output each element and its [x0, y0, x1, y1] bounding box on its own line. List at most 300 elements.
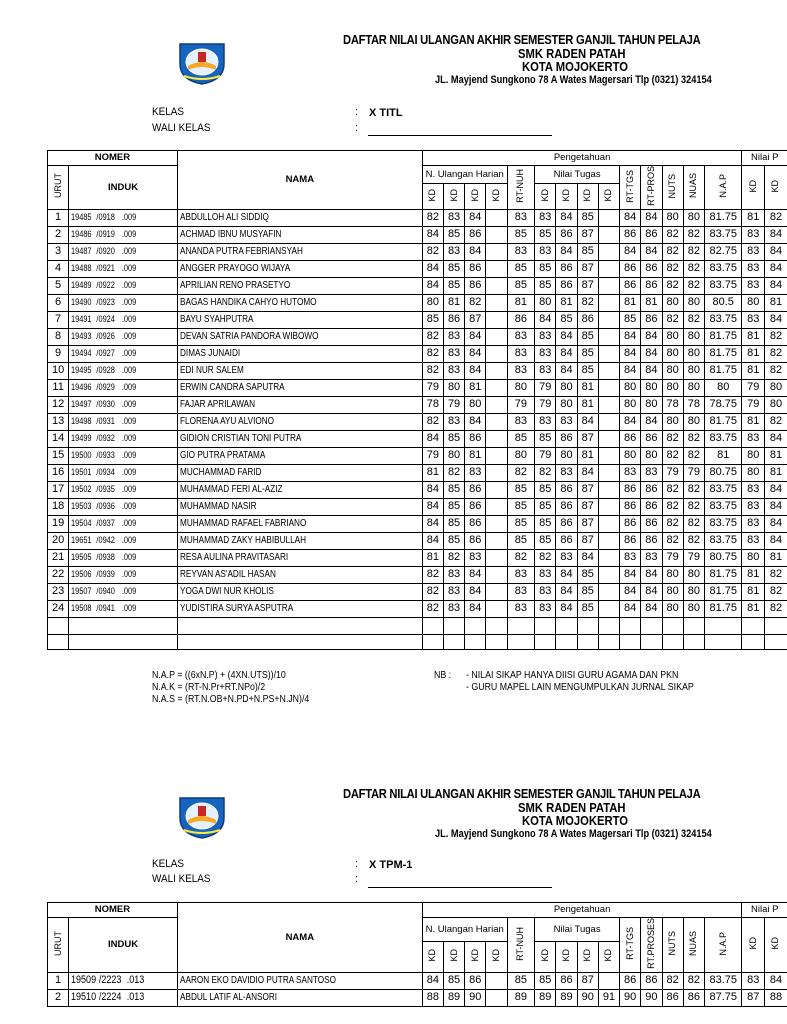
table-row — [48, 566, 787, 583]
empty-cell — [705, 617, 742, 634]
nap-score: 80.75 — [705, 549, 742, 566]
rt-proses-score: 84 — [641, 328, 662, 345]
rt-tgs-score: 81 — [620, 294, 641, 311]
induk-part: 19501 — [71, 466, 92, 477]
rt-nuh-score: 83 — [507, 600, 534, 617]
induk-part: 19497 — [71, 398, 92, 409]
nuts-score: 82 — [662, 532, 683, 549]
empty-cell — [177, 634, 422, 649]
table-row-empty — [48, 634, 787, 649]
nuts-score: 80 — [662, 583, 683, 600]
nap-score: 83.75 — [705, 498, 742, 515]
induk-number — [71, 400, 136, 409]
nap-score: 81 — [705, 447, 742, 464]
empty-cell — [422, 634, 443, 649]
empty-cell — [507, 617, 534, 634]
tugas-score: 85 — [535, 498, 556, 515]
uh-score: 81 — [422, 549, 443, 566]
rt-nuh-score: 83 — [507, 566, 534, 583]
uh-score: 90 — [465, 989, 486, 1006]
induk-cell — [69, 362, 178, 379]
table-row — [48, 989, 787, 1006]
nap-score: 81.75 — [705, 328, 742, 345]
tugas-score: 85 — [577, 362, 598, 379]
tugas-score — [598, 362, 619, 379]
student-name: BAYU SYAHPUTRA — [179, 313, 254, 325]
tugas-score: 84 — [556, 209, 577, 226]
empty-cell — [556, 634, 577, 649]
induk-part: /0919 — [96, 228, 116, 239]
rt-nuh-score: 85 — [507, 260, 534, 277]
row-number: 6 — [48, 294, 69, 311]
row-number: 9 — [48, 345, 69, 362]
np-score: 83 — [742, 243, 764, 260]
row-number: 22 — [48, 566, 69, 583]
uh-score: 84 — [465, 345, 486, 362]
kelas-label: KELAS — [152, 858, 184, 870]
empty-cell — [48, 617, 69, 634]
empty-cell — [535, 617, 556, 634]
induk-number — [71, 315, 136, 324]
uh-score: 85 — [443, 430, 464, 447]
student-name-cell — [177, 600, 422, 617]
student-name-cell — [177, 972, 422, 989]
np-kd-header-1: KD — [742, 166, 764, 210]
induk-part: .009 — [122, 585, 137, 596]
student-name: BAGAS HANDIKA CAHYO HUTOMO — [179, 296, 317, 308]
nuts-score: 80 — [662, 362, 683, 379]
student-name: ABDULLOH ALI SIDDIQ — [179, 211, 269, 223]
empty-cell — [507, 634, 534, 649]
wali-kelas-label: WALI KELAS — [152, 122, 211, 134]
uh-score — [486, 515, 507, 532]
nap-score: 80 — [705, 379, 742, 396]
rt-tgs-score: 84 — [620, 600, 641, 617]
rt-nuh-score: 83 — [507, 328, 534, 345]
nap-score: 83.75 — [705, 277, 742, 294]
np-score: 81 — [742, 600, 764, 617]
induk-cell — [69, 379, 178, 396]
uh-kd-header: KD — [443, 184, 464, 210]
induk-part: 19504 — [71, 517, 92, 528]
table-row — [48, 243, 787, 260]
nuts-score: 82 — [662, 515, 683, 532]
student-name-cell — [177, 549, 422, 566]
rt-tgs-score: 84 — [620, 328, 641, 345]
student-name-cell — [177, 447, 422, 464]
uh-score: 85 — [422, 311, 443, 328]
rt-proses-score: 84 — [641, 345, 662, 362]
np-score: 84 — [764, 532, 787, 549]
student-name: EDI NUR SALEM — [179, 364, 244, 376]
induk-part: .009 — [122, 211, 137, 222]
school-city: KOTA MOJOKERTO — [522, 60, 629, 74]
np-score: 79 — [742, 396, 764, 413]
nuas-score: 82 — [683, 226, 704, 243]
uh-score — [486, 532, 507, 549]
row-number: 16 — [48, 464, 69, 481]
induk-number — [71, 553, 136, 562]
induk-part: .009 — [122, 330, 137, 341]
tugas-score: 83 — [535, 345, 556, 362]
row-number: 13 — [48, 413, 69, 430]
induk-part: 19502 — [71, 483, 92, 494]
uh-score — [486, 566, 507, 583]
uh-score: 85 — [443, 481, 464, 498]
school-address: JL. Mayjend Sungkono 78 A Wates Magersari Tlp (0321) 324154 — [435, 74, 712, 86]
induk-cell — [69, 226, 178, 243]
np-score: 80 — [742, 464, 764, 481]
table-row — [48, 226, 787, 243]
induk-cell — [69, 209, 178, 226]
nap-score: 83.75 — [705, 311, 742, 328]
uh-score: 83 — [443, 362, 464, 379]
induk-part: 19489 — [71, 279, 92, 290]
rt-nuh-score: 89 — [507, 989, 534, 1006]
rt-nuh-score: 83 — [507, 209, 534, 226]
rt-proses-score: 86 — [641, 311, 662, 328]
tugas-score: 83 — [556, 464, 577, 481]
table-row — [48, 379, 787, 396]
np-score: 80 — [742, 549, 764, 566]
induk-part: .009 — [122, 568, 137, 579]
tugas-score: 85 — [535, 260, 556, 277]
induk-cell — [69, 243, 178, 260]
uh-score: 84 — [422, 260, 443, 277]
induk-cell — [69, 396, 178, 413]
student-name: YOGA DWI NUR KHOLIS — [179, 585, 274, 597]
rt-proses-score: 86 — [641, 481, 662, 498]
nuas-header: NUAS — [683, 918, 704, 973]
student-name: FLORENA AYU ALVIONO — [179, 415, 274, 427]
tugas-score: 82 — [577, 294, 598, 311]
nuts-score: 82 — [662, 430, 683, 447]
nap-score: 83.75 — [705, 481, 742, 498]
table-row — [48, 600, 787, 617]
uh-score: 82 — [443, 549, 464, 566]
uh-kd-header: KD — [486, 184, 507, 210]
rt-proses-score: 84 — [641, 566, 662, 583]
rt-proses-score: 84 — [641, 583, 662, 600]
kelas-value: X TITL — [369, 107, 403, 119]
tugas-score — [598, 481, 619, 498]
tugas-score — [598, 464, 619, 481]
nap-score: 81.75 — [705, 209, 742, 226]
uh-score: 81 — [443, 294, 464, 311]
uh-score — [486, 209, 507, 226]
row-number: 8 — [48, 328, 69, 345]
uh-score: 86 — [443, 311, 464, 328]
induk-part: .009 — [122, 398, 137, 409]
uh-score: 84 — [422, 430, 443, 447]
tugas-score — [598, 583, 619, 600]
student-name-cell — [177, 481, 422, 498]
rt-tgs-score: 83 — [620, 549, 641, 566]
tugas-score: 86 — [556, 226, 577, 243]
induk-number — [71, 264, 136, 273]
student-name-cell — [177, 532, 422, 549]
student-name: APRILIAN RENO PRASETYO — [179, 279, 291, 291]
table-row — [48, 498, 787, 515]
induk-number — [71, 485, 136, 494]
row-number: 23 — [48, 583, 69, 600]
uh-kd-header: KD — [443, 942, 464, 973]
nap-score: 80.5 — [705, 294, 742, 311]
induk-part: .009 — [122, 415, 137, 426]
empty-cell — [48, 634, 69, 649]
np-score: 81 — [742, 362, 764, 379]
rt-nuh-score: 82 — [507, 464, 534, 481]
rt-nuh-score: 82 — [507, 549, 534, 566]
uh-score — [486, 277, 507, 294]
np-score: 81 — [742, 209, 764, 226]
rt-proses-header: RT-PROS — [641, 166, 662, 210]
np-score: 81 — [764, 294, 787, 311]
rt-nuh-score: 79 — [507, 396, 534, 413]
induk-part: .009 — [122, 296, 137, 307]
nuas-score: 80 — [683, 209, 704, 226]
student-name-cell — [177, 294, 422, 311]
induk-cell — [69, 464, 178, 481]
induk-part: /0934 — [96, 466, 116, 477]
formula-nak: N.A.K = (RT-N.Pr+RT.NPo)/2 — [152, 682, 266, 693]
induk-part: .009 — [122, 551, 137, 562]
empty-cell — [486, 617, 507, 634]
uh-kd-header: KD — [422, 942, 443, 973]
uh-score — [486, 379, 507, 396]
induk-part: /0942 — [96, 534, 116, 545]
empty-cell — [577, 617, 598, 634]
row-number: 18 — [48, 498, 69, 515]
uh-score — [486, 328, 507, 345]
tugas-score — [598, 447, 619, 464]
induk-part: /0940 — [96, 585, 116, 596]
kelas-value: X TPM-1 — [369, 859, 413, 871]
student-name: ANANDA PUTRA FEBRIANSYAH — [179, 245, 303, 257]
rt-nuh-score: 86 — [507, 311, 534, 328]
empty-cell — [764, 634, 787, 649]
rt-tgs-score: 86 — [620, 277, 641, 294]
empty-cell — [69, 617, 178, 634]
tugas-score: 91 — [598, 989, 619, 1006]
nuts-score: 79 — [662, 549, 683, 566]
np-score: 83 — [742, 515, 764, 532]
rt-proses-score: 86 — [641, 260, 662, 277]
empty-cell — [742, 634, 764, 649]
uh-score — [486, 243, 507, 260]
nap-score: 81.75 — [705, 362, 742, 379]
student-name: DEVAN SATRIA PANDORA WIBOWO — [179, 330, 319, 342]
nomer-header: NOMER — [48, 151, 178, 166]
empty-cell — [443, 634, 464, 649]
uh-score: 81 — [465, 379, 486, 396]
rt-proses-score: 84 — [641, 362, 662, 379]
uh-score: 86 — [465, 972, 486, 989]
kelas-label: KELAS — [152, 106, 184, 118]
empty-cell — [742, 617, 764, 634]
school-name: SMK RADEN PATAH — [518, 47, 626, 61]
uh-score: 81 — [465, 447, 486, 464]
formula-nap: N.A.P = ((6xN.P) + (4XN.UTS))/10 — [152, 670, 286, 681]
induk-part: 19488 — [71, 262, 92, 273]
uh-score — [486, 447, 507, 464]
table-row — [48, 549, 787, 566]
tugas-score: 79 — [535, 447, 556, 464]
tugas-score: 86 — [556, 260, 577, 277]
rt-nuh-score: 85 — [507, 430, 534, 447]
table-row — [48, 209, 787, 226]
empty-cell — [69, 634, 178, 649]
tugas-score: 84 — [556, 345, 577, 362]
nuas-score: 79 — [683, 464, 704, 481]
table-row — [48, 515, 787, 532]
table-row — [48, 481, 787, 498]
tugas-score — [598, 430, 619, 447]
empty-cell — [620, 634, 641, 649]
tugas-score: 87 — [577, 515, 598, 532]
student-name: FAJAR APRILAWAN — [179, 398, 255, 410]
nap-header: N.A.P — [705, 166, 742, 210]
rt-tgs-score: 84 — [620, 566, 641, 583]
induk-cell — [69, 447, 178, 464]
induk-part: 19506 — [71, 568, 92, 579]
tugas-score: 79 — [535, 396, 556, 413]
empty-cell — [465, 634, 486, 649]
student-name-cell — [177, 328, 422, 345]
rt-proses-score: 80 — [641, 396, 662, 413]
rt-proses-score: 86 — [641, 430, 662, 447]
np-score: 83 — [742, 277, 764, 294]
np-score: 84 — [764, 277, 787, 294]
row-number: 10 — [48, 362, 69, 379]
tgs-kd-header: KD — [598, 184, 619, 210]
student-name-cell — [177, 345, 422, 362]
nuas-score: 82 — [683, 498, 704, 515]
tugas-score: 87 — [577, 481, 598, 498]
rt-proses-score: 84 — [641, 413, 662, 430]
uh-score: 86 — [465, 226, 486, 243]
uh-score: 82 — [443, 464, 464, 481]
tugas-score: 85 — [535, 430, 556, 447]
uh-kd-header: KD — [465, 942, 486, 973]
uh-score: 82 — [422, 328, 443, 345]
rt-proses-score: 80 — [641, 447, 662, 464]
induk-cell — [69, 294, 178, 311]
uh-score: 85 — [443, 226, 464, 243]
table-row — [48, 311, 787, 328]
np-score: 80 — [764, 396, 787, 413]
tugas-score: 85 — [535, 532, 556, 549]
nama-header: NAMA — [177, 151, 422, 210]
rt-nuh-score: 83 — [507, 243, 534, 260]
uh-score — [486, 549, 507, 566]
tugas-score — [598, 396, 619, 413]
tugas-score: 85 — [577, 209, 598, 226]
nilai-tugas-header: Nilai Tugas — [535, 166, 620, 184]
tugas-score: 84 — [577, 464, 598, 481]
rt-tgs-score: 86 — [620, 532, 641, 549]
tugas-score: 86 — [556, 277, 577, 294]
nomer-header: NOMER — [48, 903, 178, 918]
student-name: REYVAN AS'ADIL HASAN — [179, 568, 276, 580]
nuts-score: 82 — [662, 311, 683, 328]
student-name: YUDISTIRA SURYA ASPUTRA — [179, 602, 294, 614]
induk-part: 19510 — [71, 991, 97, 1004]
nap-score: 81.75 — [705, 413, 742, 430]
rt-tgs-score: 86 — [620, 430, 641, 447]
uh-score: 85 — [443, 277, 464, 294]
empty-cell — [705, 634, 742, 649]
student-name: AARON EKO DAVIDIO PUTRA SANTOSO — [179, 974, 336, 986]
tugas-score: 85 — [577, 583, 598, 600]
np-score: 81 — [764, 447, 787, 464]
row-number: 4 — [48, 260, 69, 277]
uh-score: 83 — [443, 413, 464, 430]
induk-number — [71, 349, 136, 358]
nuts-score: 78 — [662, 396, 683, 413]
induk-part: /0936 — [96, 500, 116, 511]
tugas-score: 83 — [535, 600, 556, 617]
table-row — [48, 464, 787, 481]
nap-score: 78.75 — [705, 396, 742, 413]
table-row — [48, 413, 787, 430]
rt-tgs-score: 86 — [620, 972, 641, 989]
empty-cell — [598, 617, 619, 634]
uh-score: 85 — [443, 972, 464, 989]
induk-part: 19494 — [71, 347, 92, 358]
np-score: 84 — [764, 260, 787, 277]
uh-score: 84 — [422, 226, 443, 243]
induk-part: .009 — [122, 517, 137, 528]
induk-cell — [69, 481, 178, 498]
np-score: 82 — [764, 413, 787, 430]
nama-header: NAMA — [177, 903, 422, 973]
student-name: ANGGER PRAYOGO WIJAYA — [179, 262, 291, 274]
uh-score: 83 — [443, 583, 464, 600]
rt-proses-score: 86 — [641, 972, 662, 989]
nap-score: 80.75 — [705, 464, 742, 481]
induk-part: 19486 — [71, 228, 92, 239]
induk-part: .009 — [122, 347, 137, 358]
tugas-score: 87 — [577, 277, 598, 294]
np-score: 82 — [764, 566, 787, 583]
nap-score: 81.75 — [705, 600, 742, 617]
nuts-score: 79 — [662, 464, 683, 481]
rt-nuh-header: RT-NUH — [507, 918, 534, 973]
student-name: GIO PUTRA PRATAMA — [179, 449, 266, 461]
rt-proses-header: RT.PROSES — [641, 918, 662, 973]
nuas-score: 80 — [683, 566, 704, 583]
student-name-cell — [177, 311, 422, 328]
wali-kelas-underline — [368, 887, 552, 888]
np-score: 83 — [742, 430, 764, 447]
row-number: 21 — [48, 549, 69, 566]
uh-score — [486, 583, 507, 600]
pengetahuan-header: Pengetahuan — [422, 903, 742, 918]
rt-nuh-header: RT-NUH — [507, 166, 534, 210]
row-number: 1 — [48, 209, 69, 226]
uh-score: 81 — [422, 464, 443, 481]
rt-proses-score: 86 — [641, 498, 662, 515]
nb-label: NB : — [434, 670, 452, 681]
induk-number — [71, 383, 136, 392]
uh-score: 84 — [465, 600, 486, 617]
nuas-score: 80 — [683, 362, 704, 379]
np-score: 83 — [742, 532, 764, 549]
student-name: MUHAMMAD ZAKY HABIBULLAH — [179, 534, 306, 546]
nuts-score: 82 — [662, 243, 683, 260]
tugas-score: 83 — [535, 243, 556, 260]
